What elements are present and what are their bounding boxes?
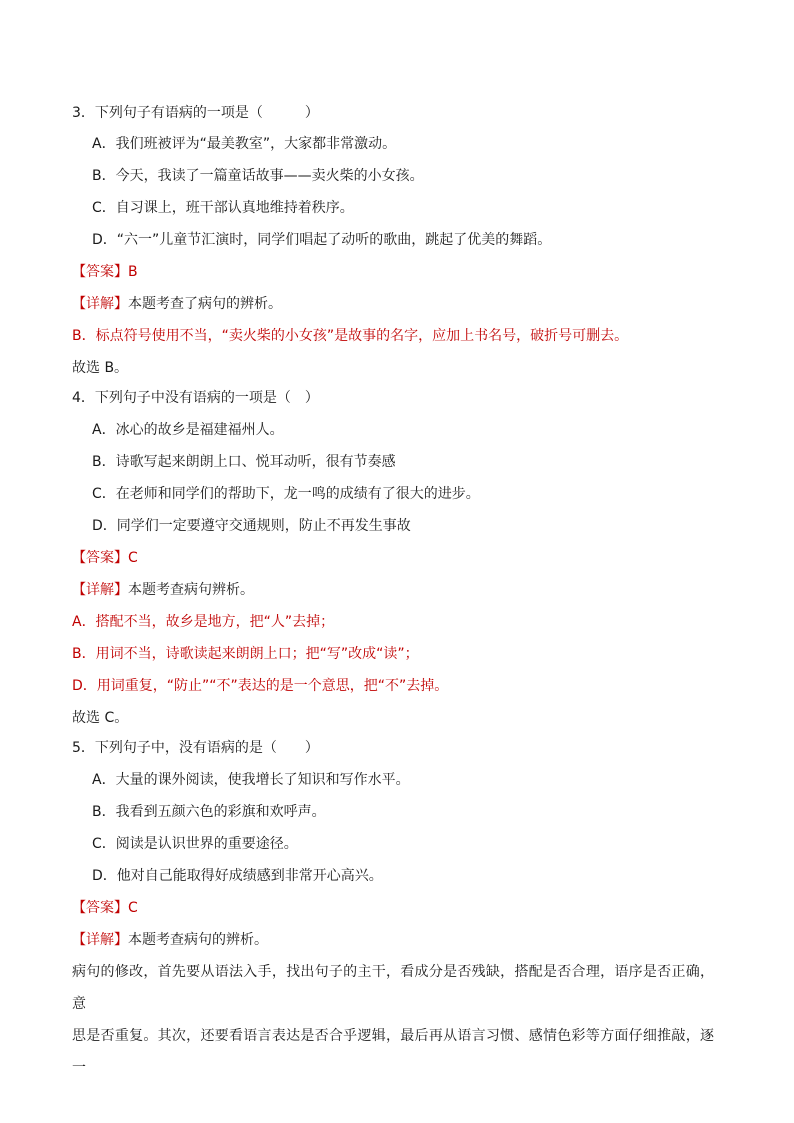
question-3-option-c: C．自习课上，班干部认真地维持着秩序。	[92, 200, 354, 216]
answer-label: 【答案】	[72, 550, 128, 566]
question-4-explanation-d: D．用词重复，“防止”“不”表达的是一个意思，把“不”去掉。	[72, 678, 449, 694]
paragraph-line: 病句的修改，首先要从语法入手，找出句子的主干，看成分是否残缺，搭配是否合理，语序是否正确，意	[72, 964, 714, 1012]
question-4-option-b: B．诗歌写起来朗朗上口、悦耳动听，很有节奏感	[92, 454, 396, 470]
question-5-detail	[72, 930, 268, 950]
detail-text: 本题考查病句的辨析。	[128, 932, 268, 948]
question-4-option-d: D．同学们一定要遵守交通规则，防止不再发生事故	[92, 518, 411, 534]
question-5-option-d: D．他对自己能取得好成绩感到非常开心高兴。	[92, 868, 383, 884]
question-4-answer	[72, 548, 138, 568]
answer-value: C	[128, 550, 138, 566]
question-4-detail	[72, 580, 254, 600]
question-4-explanation-b: B．用词不当，诗歌读起来朗朗上口；把“写”改成“读”；	[72, 646, 419, 662]
paragraph-line: 思是否重复。其次，还要看语言表达是否合乎逻辑，最后再从语言习惯、感情色彩等方面仔细推敲，逐一	[72, 1028, 714, 1076]
answer-value: B	[128, 264, 138, 280]
question-4-explanation-a: A．搭配不当，故乡是地方，把“人”去掉；	[72, 614, 335, 630]
question-4-stem: 4．下列句子中没有语病的一项是（ ）	[72, 390, 319, 406]
question-3-option-b: B．今天，我读了一篇童话故事——卖火柴的小女孩。	[92, 168, 424, 184]
question-5-answer	[72, 898, 138, 918]
detail-label: 【详解】	[72, 296, 128, 312]
answer-label: 【答案】	[72, 264, 128, 280]
question-3-option-a: A．我们班被评为“最美教室”，大家都非常激动。	[92, 136, 397, 152]
question-3-detail	[72, 294, 282, 314]
question-3-stem: 3．下列句子有语病的一项是（ ）	[72, 105, 319, 121]
question-3-answer	[72, 262, 138, 282]
answer-label: 【答案】	[72, 900, 128, 916]
detail-text: 本题考查病句辨析。	[128, 582, 254, 598]
detail-text: 本题考查了病句的辨析。	[128, 296, 282, 312]
question-5-stem: 5．下列句子中，没有语病的是（ ）	[72, 740, 319, 756]
question-3-option-d: D．“六一”儿童节汇演时，同学们唱起了动听的歌曲，跳起了优美的舞蹈。	[92, 232, 552, 248]
detail-label: 【详解】	[72, 932, 128, 948]
answer-value: C	[128, 900, 138, 916]
question-4-conclusion: 故选 C。	[72, 710, 129, 726]
detail-label: 【详解】	[72, 582, 128, 598]
question-5-option-b: B．我看到五颜六色的彩旗和欢呼声。	[92, 804, 326, 820]
question-3-explanation-b: B．标点符号使用不当，“卖火柴的小女孩”是故事的名字，应加上书名号，破折号可删去。	[72, 328, 629, 344]
question-5-paragraph	[72, 956, 714, 1084]
question-4-option-c: C．在老师和同学们的帮助下，龙一鸣的成绩有了很大的进步。	[92, 486, 480, 502]
question-5-option-a: A．大量的课外阅读，使我增长了知识和写作水平。	[92, 772, 410, 788]
question-4-option-a: A．冰心的故乡是福建福州人。	[92, 422, 284, 438]
question-5-option-c: C．阅读是认识世界的重要途径。	[92, 836, 298, 852]
question-3-conclusion: 故选 B。	[72, 360, 129, 376]
